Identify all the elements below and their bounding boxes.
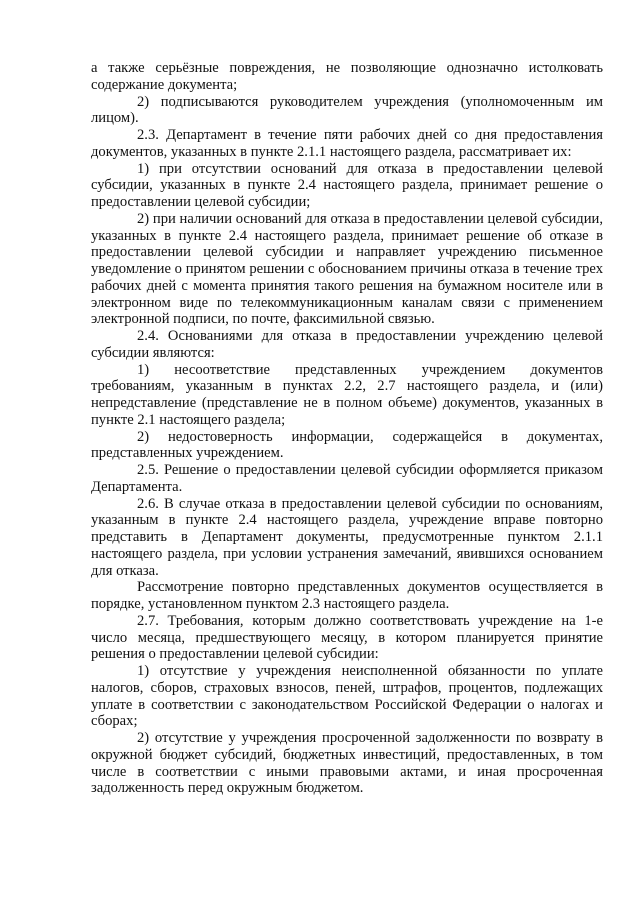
paragraph-2-7: 2.7. Требования, которым должно соответствовать учреждение на 1-е число месяца, предшествующего месяцу, в котором планируется принятие решения о предоставлении целевой субсидии: [91, 612, 603, 663]
paragraph-2-4-item-2: 2) недостоверность информации, содержащейся в документах, представленных учреждением. [91, 428, 603, 462]
paragraph-2-3-item-1: 1) при отсутствии оснований для отказа в предоставлении целевой субсидии, указанных в пункте 2.4 настоящего раздела, принимает решение о предоставлении целевой субсидии; [91, 160, 603, 210]
paragraph-2-5: 2.5. Решение о предоставлении целевой субсидии оформляется приказом Департамента. [91, 462, 603, 495]
paragraph-2-7-item-1: 1) отсутствие у учреждения неисполненной обязанности по уплате налогов, сборов, страховых взносов, пеней, штрафов, процентов, подлежащих уплате в соответствии с законодательством Российской Федерации о налогах и сборах; [91, 663, 603, 730]
paragraph-2-4-item-1: 1) несоответствие представленных учреждением документов требованиям, указанным в пунктах 2.2, 2.7 настоящего раздела, и (или) непредставление (представление не в полном объеме) документов, указанных в пункте 2.1 настоящего раздела; [91, 361, 603, 428]
paragraph-continuation: а также серьёзные повреждения, не позволяющие однозначно истолковать содержание документа; [91, 60, 603, 93]
paragraph-2-6: 2.6. В случае отказа в предоставлении целевой субсидии по основаниям, указанным в пункте 2.4 настоящего раздела, учреждение вправе повторно представить в Департамент документы, предусмотренные пунктом 2.1.1 настоящего раздела, при условии устранения замечаний, явившихся основанием для отказа. [91, 495, 603, 579]
paragraph-2-4: 2.4. Основаниями для отказа в предоставлении учреждению целевой субсидии являются: [91, 328, 603, 361]
paragraph-2-6-review: Рассмотрение повторно представленных документов осуществляется в порядке, установленном пунктом 2.3 настоящего раздела. [91, 579, 603, 612]
paragraph-2-3-item-2: 2) при наличии оснований для отказа в предоставлении целевой субсидии, указанных в пункте 2.4 настоящего раздела, принимает решение об отказе в предоставлении целевой субсидии и направляет учреждению письменное уведомление о принятом решении с обоснованием причины отказа в течение трех рабочих дней с момента принятия такого решения на бумажном носителе или в электронном виде по телекоммуникационным каналам связи с применением электронной подписи, по почте, факсимильной связью. [91, 210, 603, 328]
paragraph-2-3: 2.3. Департамент в течение пяти рабочих дней со дня предоставления документов, указанных в пункте 2.1.1 настоящего раздела, рассматривает их: [91, 127, 603, 160]
paragraph-item-2-signature: 2) подписываются руководителем учреждения (уполномоченным им лицом). [91, 93, 603, 127]
document-page [91, 60, 603, 797]
paragraph-2-7-item-2: 2) отсутствие у учреждения просроченной задолженности по возврату в окружной бюджет субсидий, бюджетных инвестиций, предоставленных, в том числе в соответствии с иными правовыми актами, и иная просроченная задолженность перед окружным бюджетом. [91, 730, 603, 797]
